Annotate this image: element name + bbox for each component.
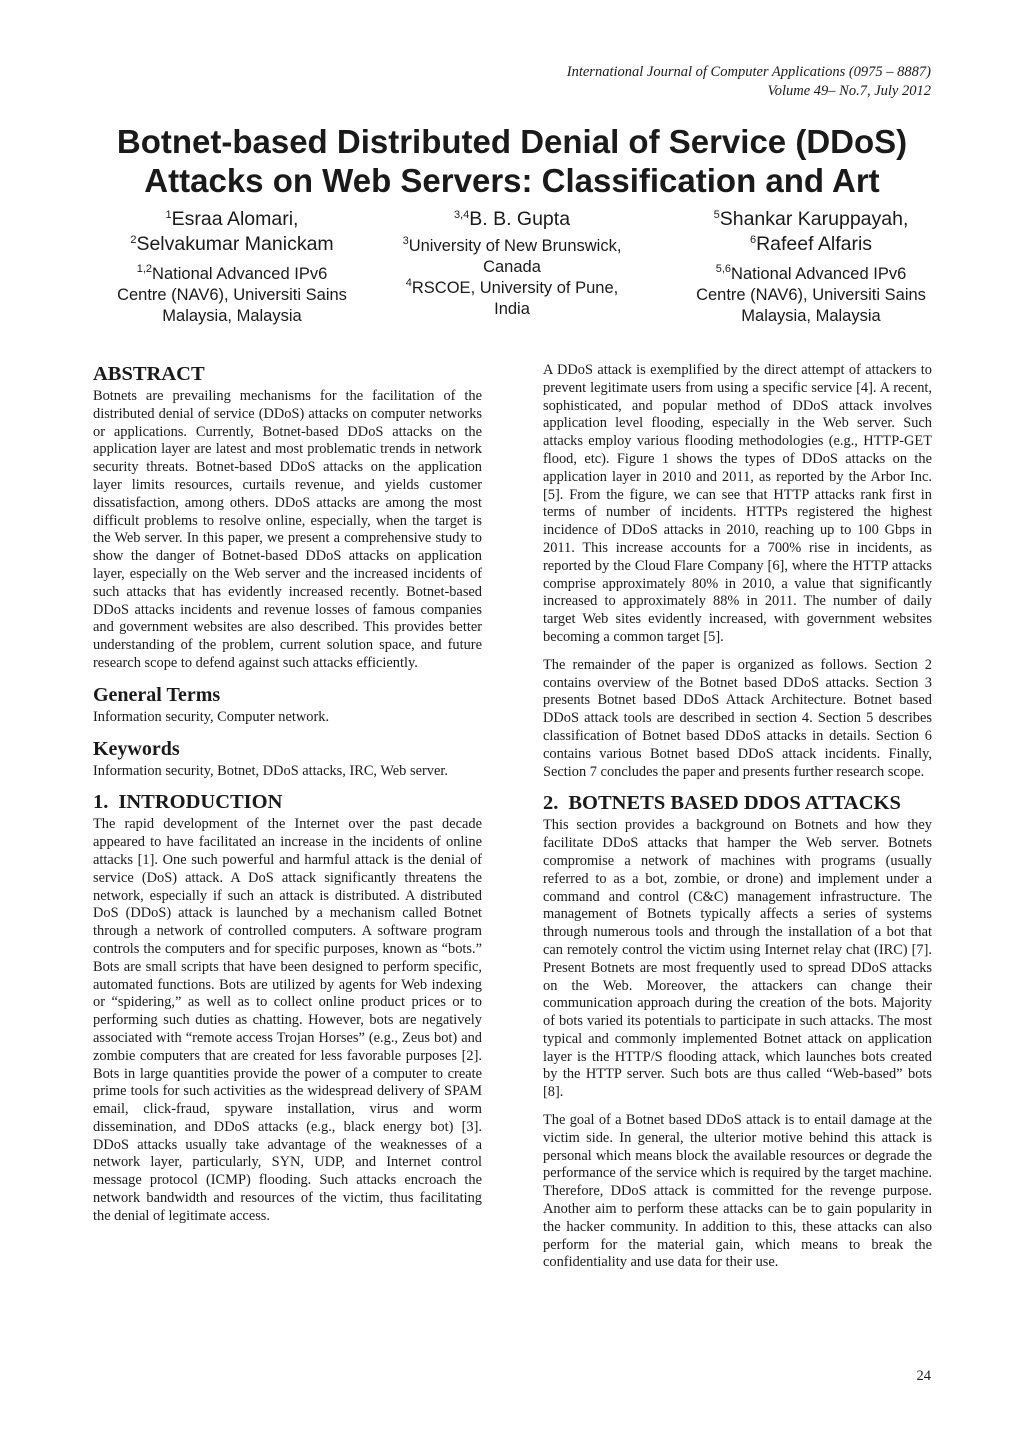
author-affiliation: $^3$University of New Brunswick, Canada $^4$RSCOE, University of Pune, India (402, 235, 622, 318)
author-affiliation: $^{5,6}$National Advanced IPv6 Centre (NAV6), Universiti Sains Malaysia, Malaysia (696, 263, 926, 325)
paragraph: A DDoS attack is exemplified by the direct attempt of attackers to prevent legitimate users from using a specific service [4]. A recent, sophisticated, and popular method of DDoS attack involves application level flooding, especially in the Web server. Such attacks employ various flooding methodologies (e.g., HTTP-GET flood, etc). Figure 1 shows the types of DDoS attacks on the application layer in 2010 and 2011, as reported by the Arbor Inc. [5]. From the figure, we can see that HTTP attacks rank first in terms of number of incidents. HTTPs registered the highest incidence of DDoS attacks in 2010, reaching up to 100 Gbps in 2011. This increase accounts for a 700% rise in incidents, as reported by the Cloud Flare Company [6], where the HTTP attacks comprise approximately 80% in 2010, a value that significantly increased to approximately 88% in 2011. The number of daily target Web sites evidently increased, with government websites becoming a common target [5]. (543, 362, 932, 645)
author-block-1 (72, 207, 392, 327)
paragraph: This section provides a background on Botnets and how they facilitate DDoS attacks that hamper the Web server. Botnets compromise a network of machines with programs (usually referred to as a bot, zombie, or drone) and implement under a command and control (C&C) management infrastructure. The management of Botnets typically affects a series of systems through numerous tools and through the installation of a bot that can remotely control the victim using Internet relay chat (IRC) [7]. Present Botnets are most frequently used to spread DDoS attacks on the Web. Moreover, the attackers can change their communication approach during the creation of the bots. Majority of bots varied its potentials to participate in such attacks. The most typical and commonly implemented Botnet attack on application layer is the HTTP/S flooding attack, which launches bots created by the HTTP server. Such bots are thus called “Web-based” bots [8]. (543, 817, 932, 1101)
introduction-heading: 1. INTRODUCTION (93, 791, 283, 814)
section-2-heading: 2. BOTNETS BASED DDOS ATTACKS (543, 792, 901, 815)
author-name: $^{3,4}$B. B. Gupta (453, 208, 571, 230)
volume-info: Volume 49– No.7, July 2012 (767, 83, 931, 99)
title-line-1: Botnet-based Distributed Denial of Service (DDoS) (116, 123, 908, 160)
abstract-text: Botnets are prevailing mechanisms for the facilitation of the distributed denial of service (DDoS) attacks on computer networks or applications. Currently, Botnet-based DDoS attacks on the application layer are latest and most problematic trends in network security threats. Botnet-based DDoS attacks on the application layer limits resources, curtails revenue, and yields customer dissatisfaction, among others. DDoS attacks are among the most difficult problems to resolve online, especially, when the target is the Web server. In this paper, we present a comprehensive study to show the danger of Botnet-based DDoS attacks on application layer, especially on the Web server and the increased incidents of such attacks that has evidently increased recently. Botnet-based DDoS attacks incidents and revenue losses of famous companies and government websites are also described. This provides better understanding of the problem, current solution space, and future research scope to defend against such attacks efficiently. (93, 388, 482, 671)
keywords-text: Information security, Botnet, DDoS attacks, IRC, Web server. (93, 762, 448, 779)
title-line-2: Attacks on Web Servers: Classification and Art (144, 162, 880, 199)
author-name: $^2$Selvakumar Manickam (130, 233, 334, 255)
author-affiliation: $^{1,2}$National Advanced IPv6 Centre (NAV6), Universiti Sains Malaysia, Malaysia (117, 263, 347, 325)
paragraph: The remainder of the paper is organized as follows. Section 2 contains overview of the Botnet based DDoS attacks. Section 3 presents Botnet based DDoS Attack Architecture. Botnet based DDoS attack tools are described in section 4. Section 5 describes classification of Botnet based DDoS attacks in details. Section 6 contains various Botnet based DDoS attack incidents. Finally, Section 7 concludes the paper and presents further research scope. (543, 656, 932, 780)
keywords-heading: Keywords (93, 737, 180, 760)
left-column (93, 362, 482, 1236)
author-name: $^1$Esraa Alomari, (165, 208, 299, 230)
author-name: $^6$Rafeef Alfaris (749, 233, 873, 255)
introduction-text: The rapid development of the Internet over the past decade appeared to have facilitated an increase in the incidents of online attacks [1]. One such powerful and harmful attack is the denial of service (DoS) attack. A DoS attack significantly threatens the network, especially if such an attack is distributed. A distributed DoS (DDoS) attack is launched by a mechanism called Botnet through a network of controlled computers. A software program controls the computers and for specific purposes, known as “bots.” Bots are small scripts that have been designed to perform specific, automated functions. Bots are utilized by agents for Web indexing or “spidering,” as well as to collect online product prices or to performing such duties as chatting. However, bots are negatively associated with “remote access Trojan Horses” (e.g., Zeus bot) and zombie computers that are created for less favorable purposes [2]. Bots in large quantities provide the power of a computer to create prime tools for such activities as the widespread delivery of SPAM email, click-fraud, spyware installation, virus and worm dissemination, and DDoS attacks (e.g., black energy bot) [3]. DDoS attacks usually take advantage of the weaknesses of a network layer, particularly, SYN, UDP, and Internet control message protocol (ICMP) flooding. Such attacks encroach the network bandwidth and resources of the victim, thus facilitating the denial of legitimate access. (93, 816, 482, 1224)
general-terms-text: Information security, Computer network. (93, 708, 330, 725)
right-column (543, 362, 932, 1282)
author-block-2 (352, 207, 672, 320)
paper-title (60, 122, 964, 200)
general-terms-heading: General Terms (93, 683, 221, 706)
abstract-heading: ABSTRACT (93, 363, 205, 385)
journal-name: International Journal of Computer Applications (0975 – 8887) (566, 64, 931, 80)
running-header (567, 63, 931, 101)
paragraph: The goal of a Botnet based DDoS attack is to entail damage at the victim side. In general, the ulterior motive behind this attack is personal which means block the available resources or degrade the performance of the service which is required by the target machine. Therefore, DDoS attack is committed for the revenge purpose. Another aim to perform these attacks can be to gain popularity in the hacker community. In addition to this, these attacks can also perform for the material gain, which means to break the confidentiality and use data for their use. (543, 1112, 932, 1271)
page-number: 24 (916, 1368, 931, 1384)
author-name: $^5$Shankar Karuppayah, (713, 208, 909, 230)
author-block-3 (651, 207, 971, 327)
